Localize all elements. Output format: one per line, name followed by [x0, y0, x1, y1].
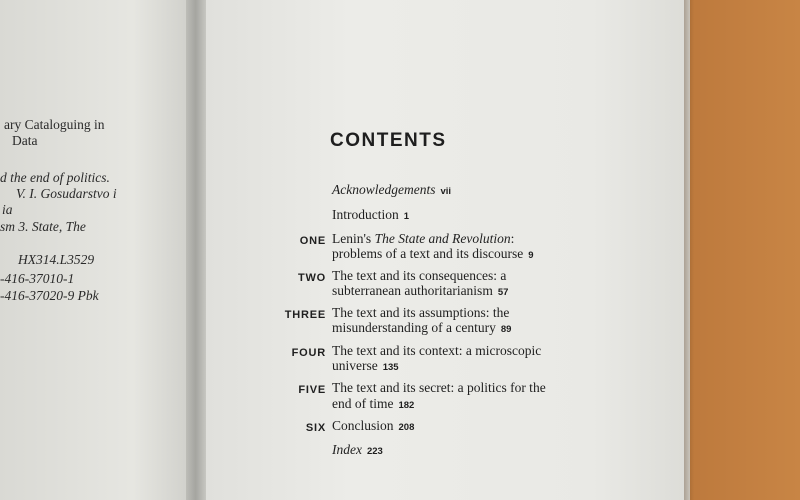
- left-page: [0, 0, 190, 500]
- chapter-title-italic: The State and Revolution: [374, 231, 511, 246]
- left-page-line: ary Cataloguing in: [4, 117, 105, 132]
- chapter-label: TWO: [297, 272, 326, 284]
- left-page-line: HX314.L3529: [18, 252, 95, 267]
- left-page-line: V. I. Gosudarstvo i: [16, 186, 117, 201]
- chapter-label: SIX: [305, 422, 326, 434]
- toc-page-number: 9: [528, 250, 534, 261]
- toc-index: [332, 442, 383, 458]
- chapter-title-continuation: universe: [332, 358, 378, 373]
- toc-introduction: [332, 207, 409, 223]
- contents-title: CONTENTS: [330, 130, 447, 151]
- toc-chapter-line: [332, 231, 514, 247]
- left-page-line: Data: [12, 133, 38, 148]
- chapter-label: THREE: [284, 309, 326, 321]
- toc-chapter-line: [332, 358, 399, 374]
- chapter-title-prefix: Lenin's: [332, 231, 375, 246]
- left-page-line: ia: [2, 202, 13, 217]
- chapter-title-continuation: problems of a text and its discourse: [332, 246, 524, 261]
- toc-page-number: vii: [440, 186, 452, 197]
- chapter-title-continuation: subterranean authoritarianism: [332, 283, 493, 298]
- toc-entry-text: Acknowledgements: [332, 182, 436, 197]
- chapter-label: FIVE: [298, 384, 326, 396]
- toc-page-number: 135: [382, 362, 399, 373]
- toc-page-number: 208: [398, 422, 415, 433]
- page-edge-shadow: [684, 0, 694, 500]
- left-page-line: -416-37010-1: [0, 271, 75, 286]
- toc-page-number: 89: [500, 324, 512, 335]
- toc-chapter-line: [332, 283, 508, 299]
- left-page-line: d the end of politics.: [0, 170, 110, 185]
- toc-chapter-line: The text and its context: a microscopic: [332, 343, 542, 358]
- chapter-title: Conclusion: [332, 418, 394, 433]
- toc-chapter-line: [332, 418, 414, 434]
- left-page-line: sm 3. State, The: [0, 219, 86, 234]
- toc-chapter-line: The text and its assumptions: the: [332, 305, 510, 320]
- left-page-line: -416-37020-9 Pbk: [0, 288, 99, 303]
- chapter-title-continuation: misunderstanding of a century: [332, 320, 496, 335]
- toc-page-number: 1: [403, 211, 410, 222]
- chapter-label: ONE: [299, 235, 326, 247]
- toc-chapter-line: The text and its secret: a politics for the: [332, 380, 546, 395]
- toc-acknowledgements: [332, 182, 451, 198]
- chapter-title-continuation: end of time: [332, 396, 394, 411]
- toc-chapter-line: [332, 246, 534, 262]
- toc-entry-text: Index: [332, 442, 362, 457]
- toc-chapter-line: [332, 396, 414, 412]
- toc-page-number: 223: [366, 446, 383, 457]
- chapter-title-suffix: :: [510, 231, 515, 246]
- toc-entry-text: Introduction: [332, 207, 399, 222]
- toc-chapter-line: [332, 320, 511, 336]
- toc-page-number: 57: [497, 287, 509, 298]
- toc-page-number: 182: [398, 400, 415, 411]
- chapter-label: FOUR: [291, 347, 326, 359]
- toc-chapter-line: The text and its consequences: a: [332, 268, 507, 283]
